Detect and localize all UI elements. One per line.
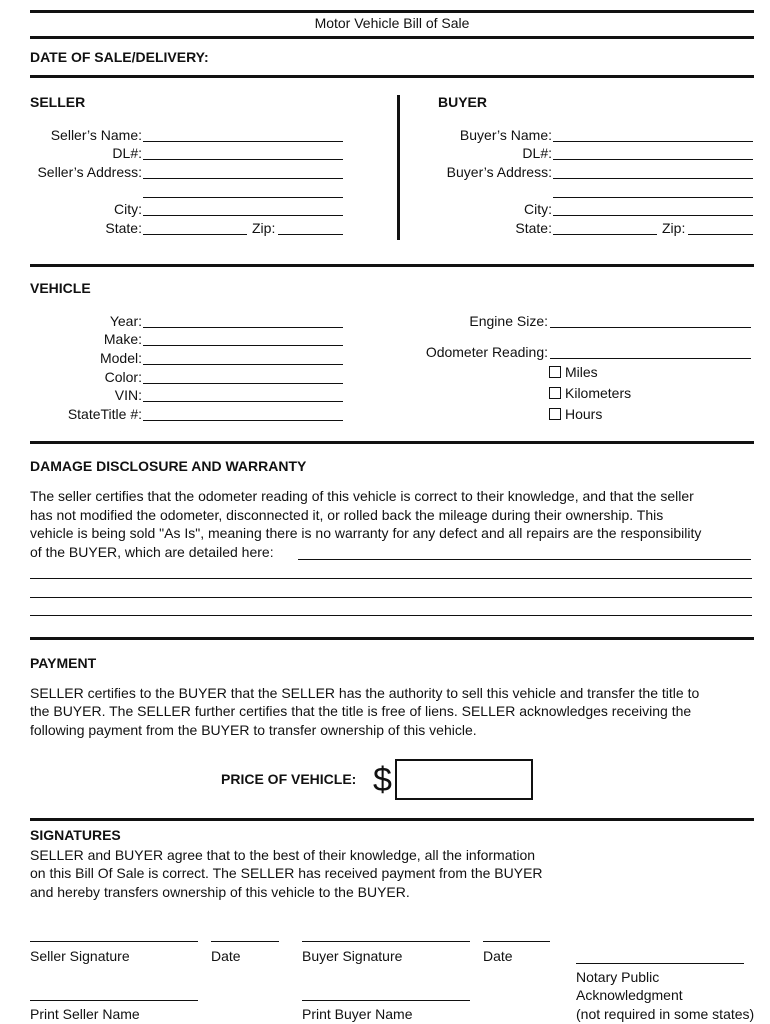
vin-label: VIN: — [114, 387, 142, 403]
payment-line-2: the BUYER. The SELLER further certifies that the title is free of liens. SELLER acknowledges receiving the — [30, 703, 692, 719]
buyer-dl-field[interactable] — [553, 159, 753, 160]
payment-heading: PAYMENT — [30, 655, 97, 671]
seller-dl-field[interactable] — [143, 159, 343, 160]
damage-detail-field-3[interactable] — [30, 597, 752, 598]
make-label: Make: — [103, 331, 142, 347]
buyer-address-label: Buyer’s Address: — [446, 164, 552, 180]
buyer-city-label: City: — [524, 201, 552, 217]
damage-rule — [30, 637, 754, 640]
checkbox-icon — [549, 366, 561, 378]
damage-line-2: has not modified the odometer, disconnected it, or rolled back the mileage during their ownership. This — [30, 507, 664, 523]
print-buyer-name-label: Print Buyer Name — [302, 1006, 413, 1022]
buyer-zip-label: Zip: — [662, 220, 686, 236]
print-seller-name-label: Print Seller Name — [30, 1006, 140, 1022]
signatures-line-2: on this Bill Of Sale is correct. The SELLER has received payment from the BUYER — [30, 865, 543, 881]
payment-rule — [30, 818, 754, 821]
buyer-address-field-2[interactable] — [553, 197, 753, 198]
payment-line-1: SELLER certifies to the BUYER that the SELLER has the authority to sell this vehicle and transfer the title to — [30, 685, 700, 701]
seller-address-field[interactable] — [143, 178, 343, 179]
date-rule — [30, 75, 754, 78]
year-label: Year: — [109, 313, 142, 329]
buyer-signature-label: Buyer Signature — [302, 948, 403, 964]
damage-detail-field-4[interactable] — [30, 615, 752, 616]
state-title-label: StateTitle #: — [67, 406, 142, 422]
notary-label-2: Acknowledgment — [576, 987, 683, 1003]
parties-rule — [30, 264, 754, 267]
buyer-signature-field[interactable] — [302, 941, 470, 942]
checkbox-icon — [549, 387, 561, 399]
miles-label: Miles — [565, 364, 598, 380]
kilometers-checkbox[interactable] — [549, 385, 631, 401]
vin-field[interactable] — [143, 401, 343, 402]
buyer-date-field[interactable] — [483, 941, 550, 942]
signatures-line-3: and hereby transfers ownership of this vehicle to the BUYER. — [30, 884, 410, 900]
kilometers-label: Kilometers — [565, 385, 632, 401]
document-title: Motor Vehicle Bill of Sale — [314, 15, 470, 31]
notary-signature-field[interactable] — [576, 963, 744, 964]
damage-line-4: of the BUYER, which are detailed here: — [30, 544, 274, 560]
engine-size-label: Engine Size: — [469, 313, 548, 329]
seller-heading: SELLER — [30, 94, 86, 110]
notary-label-3: (not required in some states) — [576, 1006, 755, 1022]
make-field[interactable] — [143, 345, 343, 346]
date-of-sale-label: DATE OF SALE/DELIVERY: — [30, 49, 209, 65]
party-divider — [397, 95, 400, 240]
seller-name-field[interactable] — [143, 141, 343, 142]
color-label: Color: — [104, 369, 142, 385]
top-rule — [30, 10, 754, 13]
hours-label: Hours — [565, 406, 603, 422]
price-label: PRICE OF VEHICLE: — [221, 771, 357, 787]
seller-signature-field[interactable] — [30, 941, 198, 942]
model-label: Model: — [99, 350, 142, 366]
damage-line-3: vehicle is being sold "As Is", meaning there is no warranty for any defect and all repairs are the responsibility — [30, 525, 702, 541]
seller-name-label: Seller’s Name: — [50, 127, 142, 143]
signatures-line-1: SELLER and BUYER agree that to the best of their knowledge, all the information — [30, 847, 536, 863]
seller-zip-label: Zip: — [252, 220, 276, 236]
seller-state-label: State: — [105, 220, 142, 236]
buyer-address-field[interactable] — [553, 178, 753, 179]
seller-dl-label: DL#: — [112, 145, 142, 161]
model-field[interactable] — [143, 364, 343, 365]
damage-detail-field-2[interactable] — [30, 578, 752, 579]
hours-checkbox[interactable] — [549, 406, 602, 422]
payment-line-3: following payment from the BUYER to transfer ownership of this vehicle. — [30, 722, 477, 738]
engine-size-field[interactable] — [550, 327, 751, 328]
signatures-heading: SIGNATURES — [30, 827, 121, 843]
year-field[interactable] — [143, 327, 343, 328]
buyer-state-field[interactable] — [553, 234, 657, 235]
dollar-sign-icon: $ — [373, 761, 392, 799]
seller-address-label: Seller’s Address: — [37, 164, 142, 180]
print-buyer-name-field[interactable] — [302, 1000, 470, 1001]
color-field[interactable] — [143, 383, 343, 384]
state-title-field[interactable] — [143, 420, 343, 421]
miles-checkbox[interactable] — [549, 364, 598, 380]
title-rule — [30, 36, 754, 39]
notary-label-1: Notary Public — [576, 969, 660, 985]
buyer-heading: BUYER — [438, 94, 488, 110]
checkbox-icon — [549, 408, 561, 420]
seller-date-label: Date — [211, 948, 241, 964]
buyer-name-field[interactable] — [553, 141, 753, 142]
buyer-dl-label: DL#: — [522, 145, 552, 161]
buyer-date-label: Date — [483, 948, 513, 964]
print-seller-name-field[interactable] — [30, 1000, 198, 1001]
seller-state-field[interactable] — [143, 234, 247, 235]
buyer-state-label: State: — [515, 220, 552, 236]
seller-signature-label: Seller Signature — [30, 948, 130, 964]
seller-city-field[interactable] — [143, 215, 343, 216]
damage-detail-field[interactable] — [298, 559, 751, 560]
seller-zip-field[interactable] — [278, 234, 343, 235]
buyer-name-label: Buyer’s Name: — [459, 127, 552, 143]
vehicle-rule — [30, 441, 754, 444]
price-input[interactable] — [395, 759, 533, 800]
buyer-zip-field[interactable] — [688, 234, 753, 235]
seller-date-field[interactable] — [211, 941, 279, 942]
seller-address-field-2[interactable] — [143, 197, 343, 198]
odometer-field[interactable] — [550, 358, 751, 359]
buyer-city-field[interactable] — [553, 215, 753, 216]
odometer-label: Odometer Reading: — [425, 344, 548, 360]
damage-heading: DAMAGE DISCLOSURE AND WARRANTY — [30, 458, 307, 474]
vehicle-heading: VEHICLE — [30, 280, 91, 296]
damage-line-1: The seller certifies that the odometer reading of this vehicle is correct to their knowledge, and that the seller — [30, 488, 694, 504]
seller-city-label: City: — [114, 201, 142, 217]
